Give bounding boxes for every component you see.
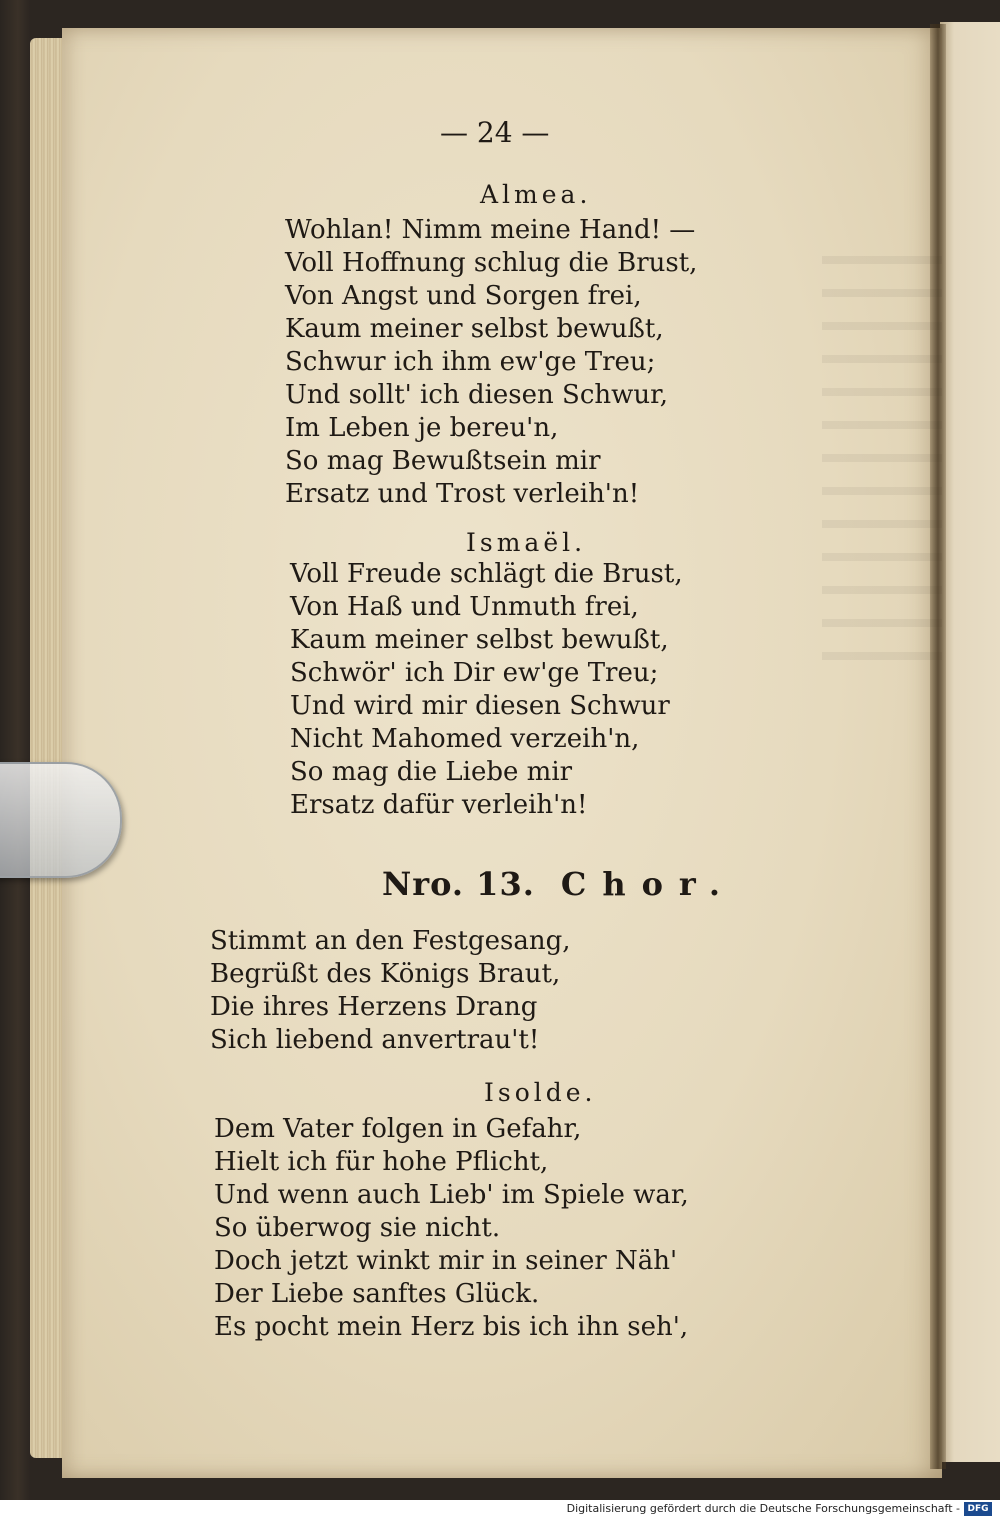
footer-credit: Digitalisierung gefördert durch die Deutsche Forschungsgemeinschaft -: [566, 1502, 960, 1515]
verse-line: So mag die Liebe mir: [290, 757, 573, 787]
verse-line: Und sollt' ich diesen Schwur,: [285, 380, 668, 410]
verse-line: So überwog sie nicht.: [214, 1213, 501, 1243]
verse-chorus: [210, 925, 570, 1057]
verse-line: Im Leben je bereu'n,: [285, 413, 559, 443]
footer-bar: [0, 1500, 1000, 1519]
verse-line: So mag Bewußtsein mir: [285, 446, 601, 476]
facing-page: [940, 22, 1000, 1462]
speaker-ismael: Ismaël.: [466, 528, 587, 557]
page-number: — 24 —: [440, 116, 550, 149]
verse-line: Sich liebend anvertrau't!: [210, 1025, 540, 1055]
dfg-logo-icon: DFG: [964, 1502, 992, 1516]
verse-line: Dem Vater folgen in Gefahr,: [214, 1114, 582, 1144]
verse-almea: [285, 214, 697, 511]
verse-line: Schwör' ich Dir ew'ge Treu;: [290, 658, 659, 688]
verse-line: Ersatz dafür verleih'n!: [290, 790, 588, 820]
verse-isolde: [214, 1113, 689, 1344]
verse-line: Ersatz und Trost verleih'n!: [285, 479, 640, 509]
verse-line: Kaum meiner selbst bewußt,: [290, 625, 669, 655]
verse-line: Die ihres Herzens Drang: [210, 992, 538, 1022]
verse-line: Doch jetzt winkt mir in seiner Näh': [214, 1246, 678, 1276]
page-clip: [0, 762, 122, 878]
verse-line: Nicht Mahomed verzeih'n,: [290, 724, 640, 754]
verse-line: Von Haß und Unmuth frei,: [290, 592, 639, 622]
verse-line: Von Angst und Sorgen frei,: [285, 281, 642, 311]
verse-line: Und wird mir diesen Schwur: [290, 691, 670, 721]
verse-line: Stimmt an den Festgesang,: [210, 926, 571, 956]
verse-line: Kaum meiner selbst bewußt,: [285, 314, 664, 344]
verse-line: Und wenn auch Lieb' im Spiele war,: [214, 1180, 689, 1210]
verse-ismael: [290, 558, 683, 822]
verse-line: Wohlan! Nimm meine Hand! —: [285, 215, 696, 245]
verse-line: Schwur ich ihm ew'ge Treu;: [285, 347, 656, 377]
number-title: Chor.: [560, 865, 736, 903]
number-heading: [382, 865, 736, 903]
verse-line: Der Liebe sanftes Glück.: [214, 1279, 540, 1309]
verse-line: Voll Hoffnung schlug die Brust,: [285, 248, 698, 278]
verse-line: Hielt ich für hohe Pflicht,: [214, 1147, 549, 1177]
verse-line: Begrüßt des Königs Braut,: [210, 959, 561, 989]
verse-line: Es pocht mein Herz bis ich ihn seh',: [214, 1312, 689, 1342]
book-gutter: [930, 24, 946, 1469]
verse-line: Voll Freude schlägt die Brust,: [290, 559, 683, 589]
speaker-almea: Almea.: [480, 180, 592, 209]
speaker-isolde: Isolde.: [484, 1078, 597, 1107]
bleed-through: [822, 238, 942, 678]
number-label: Nro. 13.: [382, 865, 535, 903]
